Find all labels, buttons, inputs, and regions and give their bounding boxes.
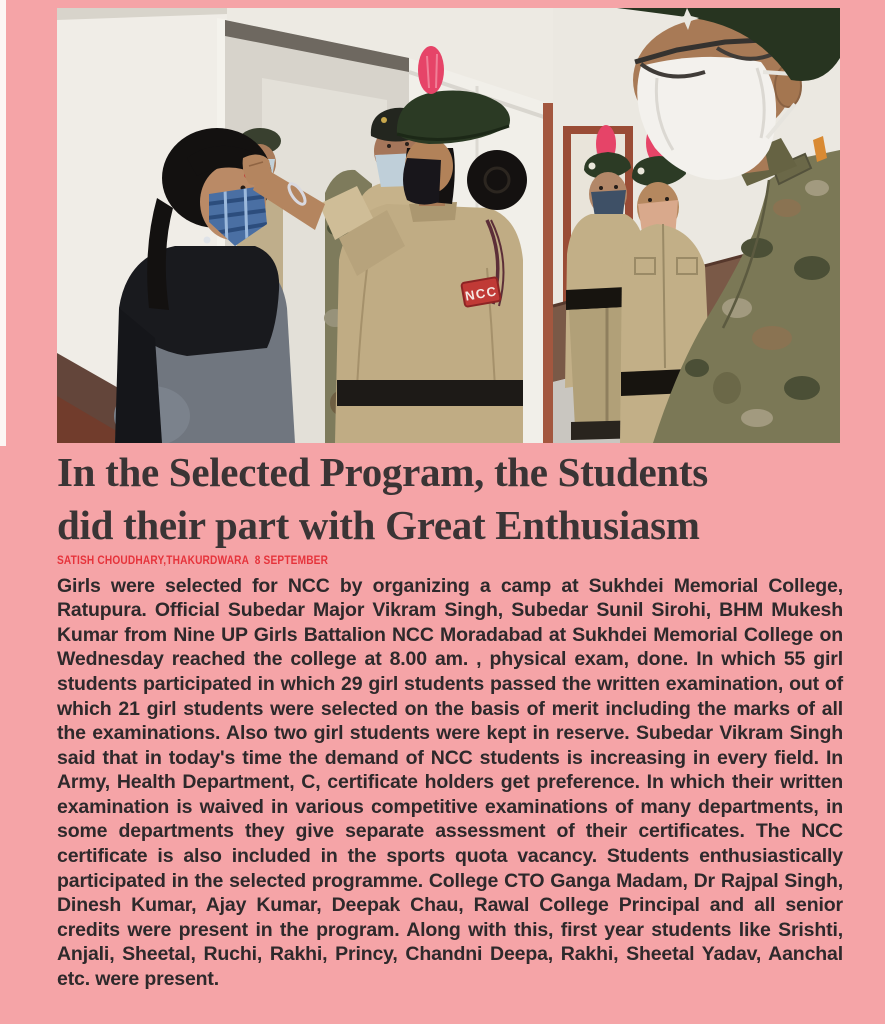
- red-plume: [418, 46, 444, 94]
- article-body: Girls were selected for NCC by organizing a camp at Sukhdei Memorial College, Ratupura. Official Subedar Major Vikram Singh, Subedar Sunil Sirohi, BHM Mukesh Kumar from Nine UP Girls Battalion NCC Moradabad at Sukhdei Memorial College on Wednesday reached the college at 8.00 am. , physical exam, done. In which 55 girl students participated in which 29 girl students passed the written examination, out of which 21 girl students were selected on the basis of merit including the marks of all the examinations. Also two girl students were kept in reserve. Subedar Vikram Singh said that in today's time the demand of NCC students is increasing in every field. In Army, Health Department, C, certificate holders get preference. In which their written examination is waived in various competitive examinations of many departments, in some departments they give separate assessment of their certificates. The NCC certificate is also included in the sports quota vacancy. Students enthusiastically participated in the selected programme. College CTO Ganga Madam, Dr Rajpal Singh, Dinesh Kumar, Ajay Kumar, Deepak Chau, Rawal College Principal and all senior credits were present in the program. Along with this, first year students like Srishti, Anjali, Sheetal, Ruchi, Rakhi, Princy, Chandni Deepa, Rakhi, Sheetal Yadav, Aanchal etc. were present.: [57, 574, 843, 990]
- byline: SATISH CHOUDHARY,THAKURDWARA 8 SEPTEMBER: [57, 554, 329, 567]
- article-content: [57, 446, 843, 991]
- hair-bun: [467, 150, 527, 210]
- article-photo: [57, 8, 840, 443]
- beret-badge: [381, 117, 387, 123]
- headline-line2: did their part with Great Enthusiasm: [57, 501, 700, 548]
- earring: [204, 237, 211, 244]
- headline-line1: In the Selected Program, the Students: [57, 449, 708, 495]
- ncc-patch-label: NCC: [463, 283, 499, 304]
- scan-edge: [0, 0, 6, 446]
- ncc-patch: [461, 277, 501, 307]
- photo-illustration: [57, 8, 840, 443]
- headline: [57, 446, 843, 552]
- black-mask: [403, 158, 441, 205]
- door-frame-edge: [543, 103, 553, 443]
- black-belt: [337, 380, 523, 406]
